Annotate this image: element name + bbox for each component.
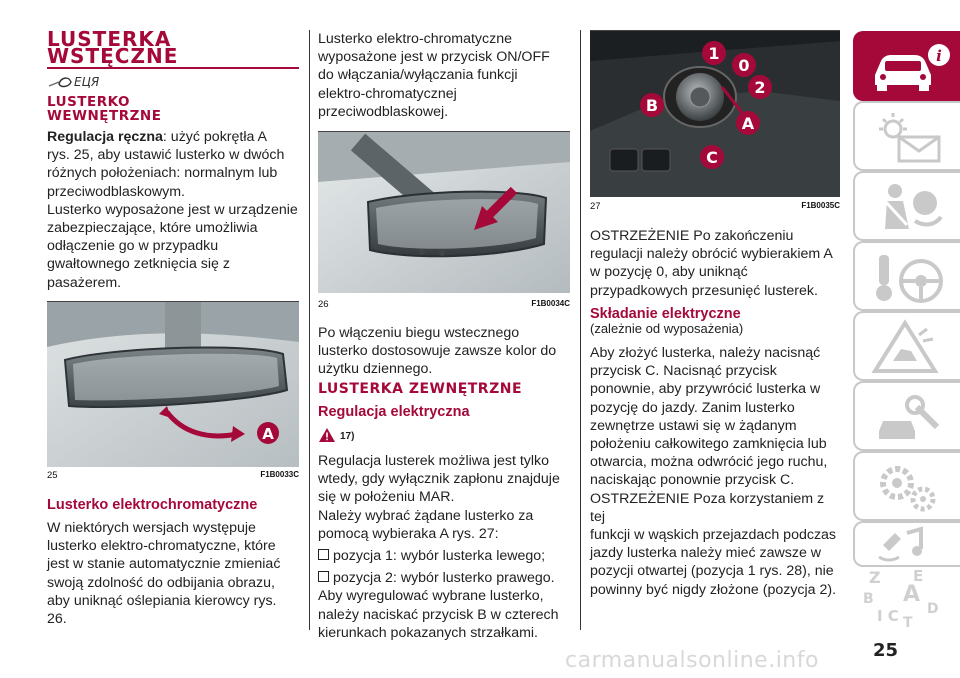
bullet-box-icon (318, 571, 329, 582)
section-title-electrochromic: Lusterko elektrochromatyczne (47, 497, 258, 513)
paragraph-line: ponownie, aby przywrócić lusterka w (590, 381, 821, 398)
svg-text:i: i (936, 47, 942, 65)
label-a: A (741, 114, 755, 133)
paragraph-line: położeniu całkowitego zamknięcia lub (590, 436, 827, 453)
paragraph-line: przeciwodblaskowym. (47, 183, 185, 200)
warning-ref-number: 17) (340, 431, 355, 442)
figure-code: F1B0034C (531, 299, 570, 308)
paragraph-line: funkcji w wąskich przejazdach podczas (590, 527, 837, 544)
mirror-control-panel-illustration (590, 31, 840, 197)
paragraph-manual-adjustment (47, 128, 305, 292)
svg-text:E: E (913, 567, 924, 585)
svg-text:T: T (903, 615, 913, 629)
paragraph-line: Należy wybrać żądane lusterko za (318, 507, 534, 524)
figure-27-mirror-controls (590, 30, 840, 197)
bullet-text: pozycja 1: wybór lusterka lewego; (333, 548, 546, 565)
paragraph-line: zewnętrze ustawi się w żądanym (590, 417, 797, 434)
bullet-text: pozycja 2: wybór lusterko prawego. (333, 570, 555, 587)
sidebar-tab-safety[interactable] (853, 171, 960, 241)
page-title-line-2: WSTĘCZNE (47, 44, 179, 68)
paragraph-select-mirror (318, 452, 576, 642)
multimedia-icon (865, 525, 955, 565)
paragraph-line: kierunkach pokazanych strzałkami. (318, 624, 539, 641)
figure-25-caption (47, 470, 299, 481)
bold-term: Regulacja ręczna (47, 129, 163, 145)
label-c: C (706, 148, 718, 167)
paragraph-line: Regulacja lusterek możliwa jest tylko (318, 453, 550, 469)
paragraph-line: OSTRZEŻENIE Poza korzystaniem z tej (590, 490, 825, 525)
paragraph-line: jest w stanie automatycznie zmieniać (47, 556, 281, 573)
paragraph-line: lusterko dostosowuje zawsze kolor do (318, 343, 557, 360)
paragraph-line: do włączania/wyłączania funkcji (318, 67, 518, 84)
airbag-seatbelt-icon (865, 177, 955, 237)
key-steering-wheel-icon (865, 247, 955, 307)
interior-mirror-illustration (47, 302, 299, 467)
bullet-item (318, 569, 576, 587)
section-title-line-2: WEWNĘTRZNE (47, 108, 162, 124)
paragraph-onoff-button (318, 30, 576, 121)
car-info-icon (865, 37, 955, 97)
paragraph-electrochromic (47, 519, 305, 628)
paragraph-line: W niektórych wersjach występuje (47, 520, 256, 536)
paragraph-line: przypadkowych przesunięć lusterek. (590, 282, 818, 299)
watermark: carmanualsonline.info (565, 648, 819, 673)
warning-lights-icon (865, 107, 955, 167)
label-1: 1 (708, 44, 720, 63)
figure-27-caption (590, 201, 840, 212)
paragraph-line: odłączenie go w przypadku (47, 238, 219, 255)
paragraph-line (47, 128, 305, 146)
figure-26-electrochromic-mirror (318, 131, 570, 293)
subsection-title-electric-adjustment: Regulacja elektryczna (318, 404, 470, 420)
figure-number: 25 (47, 470, 58, 481)
sidebar-tab-warning-lights[interactable] (853, 101, 960, 171)
paragraph-line: się w położeniu MAR. (318, 489, 455, 506)
paragraph-line: elektro-chromatycznej (318, 85, 457, 102)
section-title-electric-folding: Składanie elektryczne (590, 306, 741, 322)
paragraph-line: otwarcia, można odwrócić jego ruchu, (590, 454, 828, 471)
sidebar-tab-maintenance[interactable] (853, 381, 960, 451)
sidebar-tab-technical-data[interactable] (853, 451, 960, 521)
paragraph-line: pomocą wybieraka A rys. 27: (318, 525, 499, 542)
bullet-box-icon (318, 549, 329, 560)
section-title-external-mirrors: LUSTERKA ZEWNĘTRZNE (318, 381, 523, 397)
svg-text:A: A (903, 582, 921, 607)
sidebar-tab-starting-driving[interactable] (853, 241, 960, 311)
paragraph-line: wyposażone jest w przycisk ON/OFF (318, 49, 550, 66)
paragraph-line: 26. (47, 611, 67, 628)
figure-number: 26 (318, 299, 329, 310)
sidebar-tab-vehicle-info[interactable] (853, 31, 960, 101)
paragraph-line: zabezpieczające, które umożliwia (47, 220, 258, 237)
sidebar-tab-multimedia[interactable] (853, 521, 960, 567)
paragraph-line: rys. 25, aby ustawić lusterko w dwóch (47, 147, 285, 164)
paragraph-line: Lusterko elektro-chromatyczne (318, 31, 512, 47)
label-b: B (645, 96, 659, 115)
bullet-item (318, 547, 576, 565)
paragraph-line: aby uniknąć oślepiania kierowcy rys. (47, 592, 277, 609)
figure-code: F1B0035C (801, 201, 840, 210)
section-title-line-1: LUSTERKO (47, 94, 130, 110)
alphabet-index-icon (857, 567, 947, 629)
paragraph-line: lusterko elektro-chromatyczne, które (47, 538, 276, 555)
paragraph-line: naciskając ponownie przycisk C. (590, 472, 795, 489)
paragraph-line: Lusterko wyposażone jest w urządzenie (47, 201, 298, 218)
paragraph-line: Po włączeniu biegu wstecznego (318, 325, 520, 341)
page-title-line-1: LUSTERKA (47, 27, 172, 51)
paragraph-line: pasażerem. (47, 274, 122, 291)
paragraph-line: różnych położeniach: normalnym lub (47, 165, 278, 182)
svg-text:ЕЦЯ: ЕЦЯ (74, 75, 100, 89)
svg-text:D: D (927, 601, 939, 617)
sidebar-tab-index[interactable] (853, 567, 960, 629)
paragraph-line: gwałtownego zetknięcia się z (47, 256, 230, 273)
page-number: 25 (873, 640, 899, 661)
paragraph-line: Aby wyregulować wybrane lusterko, (318, 588, 544, 605)
mirror-wing-icon (47, 72, 103, 90)
paragraph-line: jazdy lusterka należy mieć zawsze w (590, 545, 822, 562)
paragraph-line: należy naciskać przycisk B w czterech (318, 606, 559, 623)
sidebar-tab-emergency[interactable] (853, 311, 960, 381)
figure-label-a: A (262, 425, 274, 443)
paragraph-line: użytku dziennego. (318, 361, 433, 378)
paragraph-line: pozycję do jazdy. Zanim lusterko (590, 399, 795, 416)
paragraph-warning-after-adjustment (590, 227, 840, 300)
paragraph-line: regulacji należy obrócić wybierakiem A (590, 246, 833, 263)
figure-26-caption (318, 299, 570, 310)
figure-25-interior-mirror (47, 301, 299, 467)
column-divider-2 (580, 30, 581, 630)
paragraph-line: swoją zdolność do odbijania obrazu, (47, 574, 275, 591)
paragraph-line: przeciwodblaskowej. (318, 103, 449, 120)
figure-code: F1B0033C (260, 470, 299, 479)
svg-text:B: B (863, 591, 874, 607)
paragraph-line: Aby złożyć lusterka, należy nacisnąć (590, 345, 821, 361)
label-2: 2 (754, 78, 766, 97)
warning-triangle-icon (865, 317, 955, 377)
paragraph-line: przycisk C. Nacisnąć przycisk (590, 363, 777, 380)
paragraph-line: w pozycję 0, aby uniknąć (590, 264, 748, 281)
paragraph-line: OSTRZEŻENIE Po zakończeniu (590, 228, 794, 244)
wrench-car-icon (865, 387, 955, 447)
svg-text:I C: I C (877, 607, 899, 625)
title-rule (47, 67, 299, 69)
settings-gears-icon (865, 457, 955, 517)
paragraph-line: pozycji otwartej (pozycja 1 rys. 28), nie (590, 563, 834, 580)
electrochromic-mirror-illustration (318, 132, 570, 293)
paragraph-line: powinny być nigdy złożone (pozycja 2). (590, 581, 837, 598)
column-divider-1 (309, 30, 310, 630)
label-0: 0 (738, 56, 750, 75)
warning-triangle-icon (318, 427, 336, 443)
paragraph-folding (590, 344, 840, 599)
svg-text:Z: Z (869, 568, 881, 587)
section-note: (zależnie od wyposażenia) (590, 321, 744, 336)
text-span: : użyć pokrętła A (162, 129, 268, 145)
figure-number: 27 (590, 201, 601, 212)
paragraph-reverse-gear (318, 324, 576, 379)
paragraph-line: wtedy, gdy wyłącznik zapłonu znajduje (318, 471, 560, 488)
